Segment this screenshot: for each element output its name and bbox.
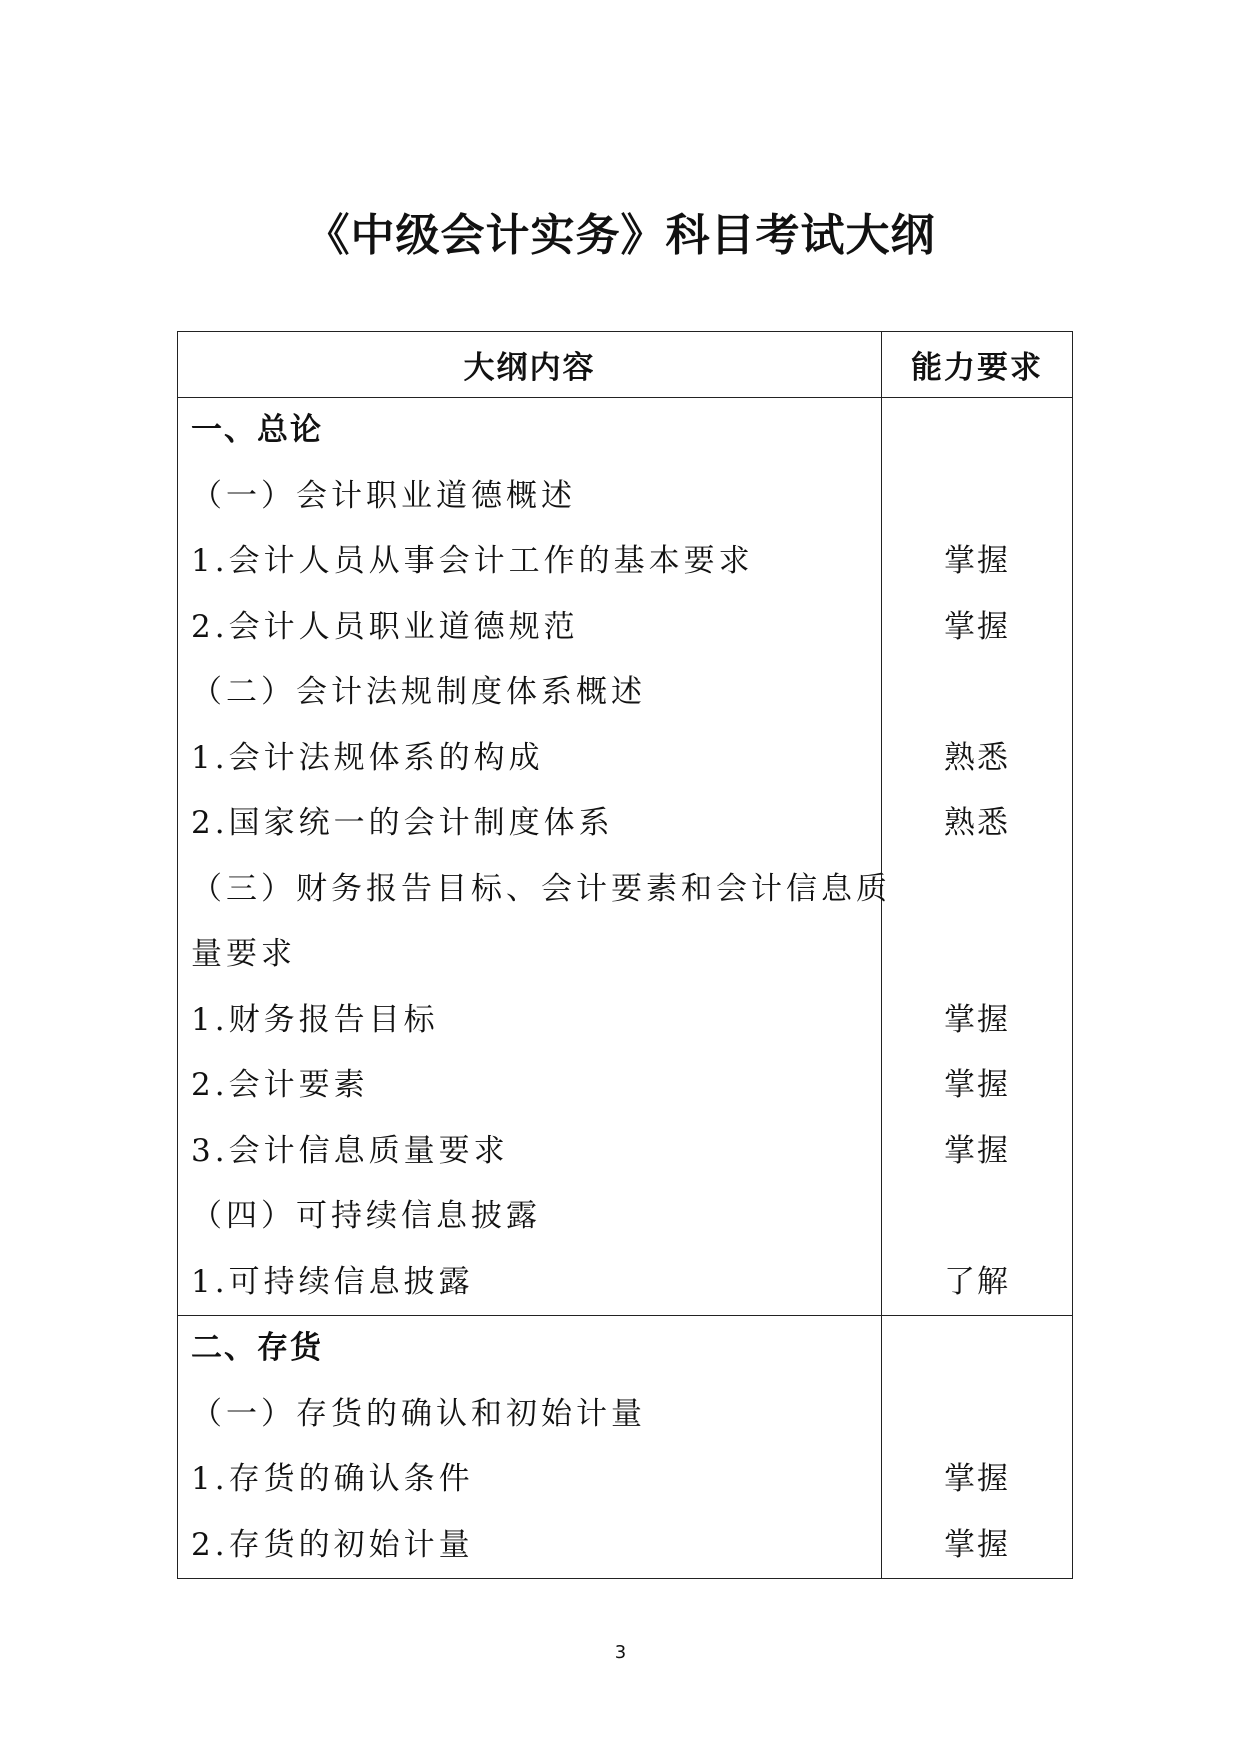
ability-level: 掌握: [944, 1461, 1010, 1497]
ability-level: [882, 398, 1072, 464]
ability-level: 熟悉: [944, 805, 1010, 841]
document-title: 《中级会计实务》科目考试大纲: [305, 210, 936, 261]
ability-level: 掌握: [944, 543, 1010, 579]
ability-level: [882, 464, 1072, 530]
ability-level: [882, 660, 1072, 726]
ability-level: 掌握: [944, 1067, 1010, 1103]
table-header-row: [178, 332, 1073, 398]
chapter-heading: 二、存货: [191, 1330, 323, 1366]
outline-item: 2.存货的初始计量: [191, 1526, 474, 1563]
outline-item: 2.国家统一的会计制度体系: [191, 805, 614, 841]
ability-level: 掌握: [944, 608, 1010, 645]
exam-outline-table: [177, 331, 1073, 1579]
page-number: 3: [614, 1642, 627, 1663]
outline-item: 1.可持续信息披露: [191, 1263, 474, 1300]
outline-section-row: [178, 398, 1073, 1316]
ability-level: [882, 922, 1072, 988]
outline-item: 1.会计法规体系的构成: [191, 739, 544, 776]
ability-level: 掌握: [944, 1132, 1010, 1169]
outline-item: 1.财务报告目标: [191, 1001, 439, 1038]
chapter-heading: 一、总论: [191, 412, 323, 448]
outline-section-row: [178, 1316, 1073, 1579]
subsection-heading: （三）财务报告目标、会计要素和会计信息质: [191, 870, 891, 907]
ability-level: 掌握: [944, 1001, 1010, 1038]
ability-level: [882, 1184, 1072, 1250]
outline-item: 量要求: [191, 936, 296, 972]
outline-item: 1.存货的确认条件: [191, 1461, 474, 1497]
ability-level: [882, 857, 1072, 923]
outline-content-cell: [178, 1316, 882, 1579]
header-ability-requirement: 能力要求: [882, 332, 1073, 398]
ability-level: [882, 1316, 1072, 1382]
subsection-heading: （四）可持续信息披露: [191, 1198, 541, 1234]
outline-content-cell: [178, 398, 891, 1316]
ability-level: 掌握: [944, 1526, 1010, 1563]
table-body: [178, 398, 1073, 1579]
ability-requirement-cell: [882, 398, 1073, 1316]
subsection-heading: （一）存货的确认和初始计量: [191, 1395, 646, 1432]
ability-level: 了解: [944, 1263, 1010, 1300]
header-outline-content: 大纲内容: [178, 332, 882, 398]
ability-level: 熟悉: [944, 739, 1010, 776]
ability-level: [882, 1382, 1072, 1448]
subsection-heading: （二）会计法规制度体系概述: [191, 674, 646, 710]
outline-item: 2.会计要素: [191, 1067, 369, 1103]
outline-item: 3.会计信息质量要求: [191, 1132, 509, 1169]
ability-requirement-cell: [882, 1316, 1073, 1579]
outline-item: 2.会计人员职业道德规范: [191, 608, 579, 645]
subsection-heading: （一）会计职业道德概述: [191, 477, 576, 514]
outline-item: 1.会计人员从事会计工作的基本要求: [191, 543, 754, 579]
